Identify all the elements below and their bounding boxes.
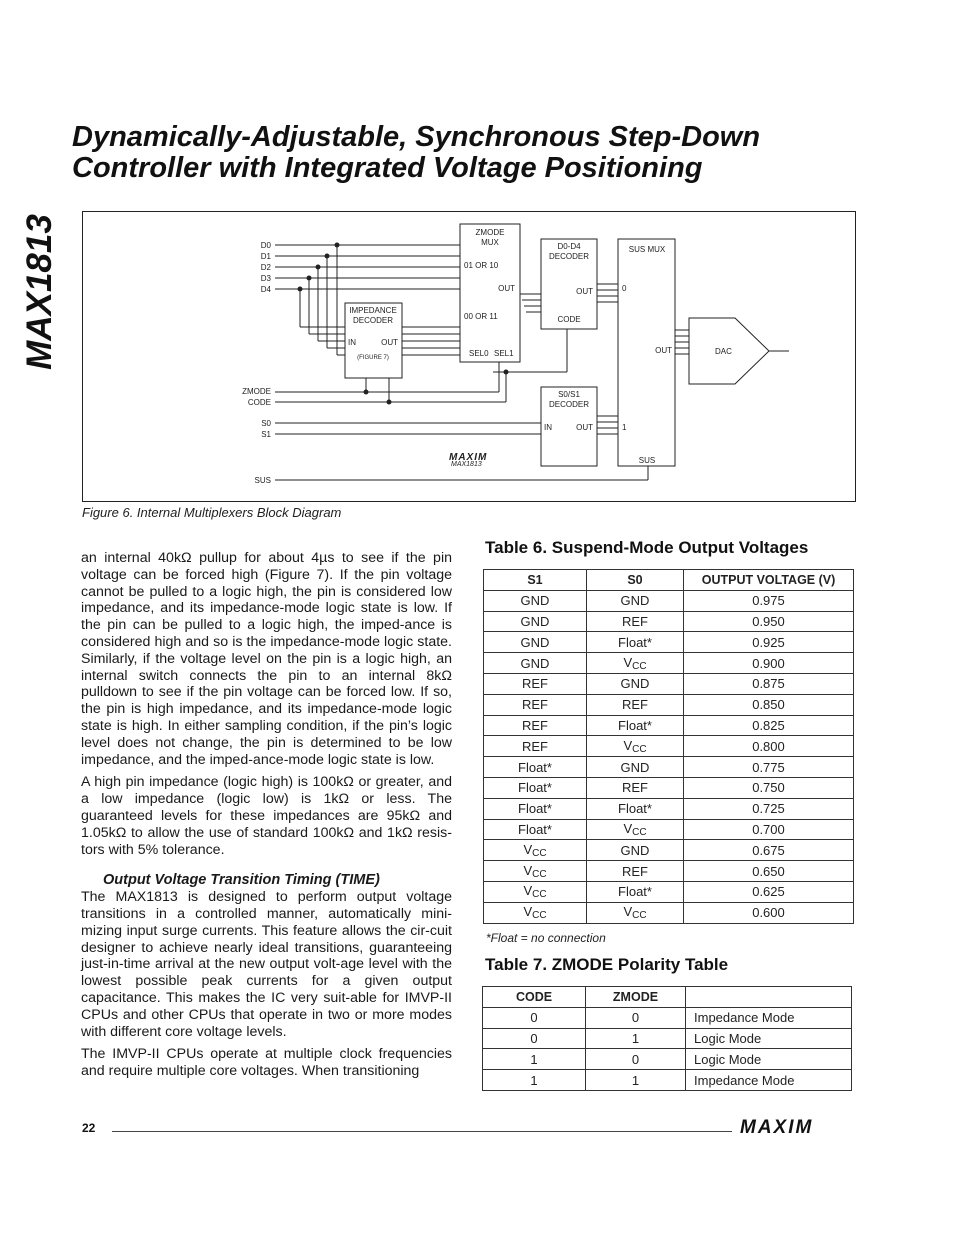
table7-header: CODE: [483, 987, 586, 1008]
paragraph-1: an internal 40kΩ pullup for about 4µs to see if the pin voltage can be forced high (Figure 7). If the pin voltage cannot be pulled to a logic high, the pin is considered low impedance, and its impedance-mode logic state is low. If the pin can be pulled to a logic high, the imped-ance is considered high and so is the impedance-mode logic state. Similarly, if the voltage level on the pin is a logic high, an internal switch connects the pin to an internal 8kΩ pulldown to see if the pin voltage can be forced low. If so, the pin is high impedance, and its impedance-mode logic state is high. In either sampling condition, if the pin’s logic level does not change, the pin is determined to be low impedance, and the imped-ance-mode logic state is low.: [81, 550, 452, 768]
table-cell: 0.800: [684, 736, 854, 757]
table-cell: 0: [483, 1007, 586, 1028]
table7-header-row: [483, 987, 852, 1008]
table-cell: 0: [586, 1049, 686, 1070]
s-decoder-out: OUT: [576, 423, 593, 432]
table-cell: Logic Mode: [686, 1049, 852, 1070]
table-cell: GND: [484, 611, 587, 632]
s-decoder-title-2: DECODER: [548, 400, 590, 409]
sus-mux-zero: 0: [622, 284, 627, 293]
paragraph-3: The MAX1813 is designed to perform output voltage transitions in a controlled manner, automatically mini-mizing input surge currents. This feature allows the cir-cuit designer to achieve nearly ideal transitions, guaranteeing just-in-time arrival at the new output volt-age level with the lowest possible peak currents for a given output capacitance. This makes the IC very suit-able for IMVP-II CPUs and other CPUs that operate in two or more modes with different core voltage levels.: [81, 889, 452, 1040]
table-cell: Impedance Mode: [686, 1007, 852, 1028]
table-cell: 0.675: [684, 840, 854, 861]
block-diagram: [82, 211, 856, 502]
figure-part-label: MAX1813: [451, 461, 482, 468]
table-cell: 0.650: [684, 861, 854, 882]
title-line-1: Dynamically-Adjustable, Synchronous Step-Down: [72, 121, 761, 153]
zmode-mux-b: 00 OR 11: [464, 312, 498, 321]
label-d3: D3: [260, 274, 271, 283]
table-cell: GND: [587, 757, 684, 778]
page-number: 22: [82, 1121, 96, 1135]
table-cell: Float*: [587, 798, 684, 819]
table-cell: $V_{CC}$: [484, 881, 587, 902]
table6: [483, 569, 854, 924]
s-decoder-title-1: S0/S1: [558, 390, 580, 399]
page-title: [72, 122, 932, 184]
d-decoder-title-2: DECODER: [548, 252, 590, 261]
table-row: [484, 798, 854, 819]
sus-mux-one: 1: [622, 423, 627, 432]
s-decoder-in: IN: [544, 423, 552, 432]
figure-caption: Figure 6. Internal Multiplexers Block Diagram: [82, 505, 342, 520]
label-s0: S0: [261, 419, 271, 428]
table-cell: 0: [483, 1028, 586, 1049]
table-row: [484, 777, 854, 798]
table-cell: Float*: [484, 798, 587, 819]
table-cell: $V_{CC}$: [587, 819, 684, 840]
footer-rule: [112, 1131, 732, 1132]
label-code: CODE: [247, 398, 271, 407]
table-cell: 1: [586, 1070, 686, 1091]
zmode-mux-sel1: SEL1: [494, 349, 514, 358]
table-cell: $V_{CC}$: [587, 902, 684, 923]
table7-title: Table 7. ZMODE Polarity Table: [485, 955, 729, 974]
table-cell: GND: [484, 632, 587, 653]
imp-decoder-out: OUT: [381, 338, 398, 347]
imp-decoder-ref: (FIGURE 7): [357, 355, 389, 361]
table-cell: Impedance Mode: [686, 1070, 852, 1091]
table6-header: S1: [484, 570, 587, 591]
table-row: [484, 694, 854, 715]
table-cell: 0: [586, 1007, 686, 1028]
zmode-mux-title-2: MUX: [481, 238, 499, 247]
table6-title: Table 6. Suspend-Mode Output Voltages: [485, 538, 809, 557]
table-cell: GND: [484, 653, 587, 674]
table-cell: 0.600: [684, 902, 854, 923]
table-cell: REF: [484, 694, 587, 715]
table-cell: GND: [587, 590, 684, 611]
body-column: [81, 550, 452, 1086]
table-row: [483, 1007, 852, 1028]
zmode-mux-sel0: SEL0: [469, 349, 489, 358]
table7-header: ZMODE: [586, 987, 686, 1008]
table-cell: Logic Mode: [686, 1028, 852, 1049]
d-decoder-title-1: D0-D4: [557, 242, 581, 251]
side-tab: [16, 212, 64, 372]
sus-mux-title: SUS MUX: [628, 245, 666, 254]
table-cell: Float*: [484, 757, 587, 778]
d-decoder-code: CODE: [557, 315, 581, 324]
table-cell: Float*: [587, 881, 684, 902]
table-cell: 0.850: [684, 694, 854, 715]
table-row: [484, 757, 854, 778]
table-cell: REF: [587, 694, 684, 715]
table-cell: Float*: [484, 819, 587, 840]
table-row: [484, 590, 854, 611]
table-cell: 0.775: [684, 757, 854, 778]
imp-decoder-in: IN: [348, 338, 356, 347]
table-cell: Float*: [587, 632, 684, 653]
table-cell: REF: [484, 736, 587, 757]
table-cell: $V_{CC}$: [587, 653, 684, 674]
table-row: [484, 819, 854, 840]
table-row: [484, 632, 854, 653]
table-cell: 0.625: [684, 881, 854, 902]
side-tab-label: MAX1813: [20, 214, 59, 370]
table-cell: REF: [587, 611, 684, 632]
table-cell: $V_{CC}$: [484, 840, 587, 861]
d-decoder-out: OUT: [576, 287, 593, 296]
table-cell: $V_{CC}$: [484, 861, 587, 882]
table-cell: 0.700: [684, 819, 854, 840]
dac-label: DAC: [715, 347, 732, 356]
title-line-2: Controller with Integrated Voltage Positioning: [72, 152, 703, 184]
table-row: [483, 1070, 852, 1091]
table-row: [484, 840, 854, 861]
table-row: [484, 902, 854, 923]
sus-mux-sus: SUS: [638, 456, 656, 465]
table-cell: 0.825: [684, 715, 854, 736]
table-row: [484, 715, 854, 736]
footer-logo: [740, 1117, 854, 1137]
table-cell: GND: [484, 590, 587, 611]
footer-logo-text: MAXIM: [740, 1117, 814, 1137]
table-cell: Float*: [587, 715, 684, 736]
label-d2: D2: [260, 263, 271, 272]
table-cell: 0.750: [684, 777, 854, 798]
table-row: [483, 1028, 852, 1049]
table-cell: 0.900: [684, 653, 854, 674]
table6-note: *Float = no connection: [486, 931, 606, 945]
table-cell: $V_{CC}$: [484, 902, 587, 923]
label-sus: SUS: [254, 476, 271, 485]
table-row: [484, 673, 854, 694]
table7-header: [686, 987, 852, 1008]
paragraph-2: A high pin impedance (logic high) is 100kΩ or greater, and a low impedance (logic low) is 1kΩ or less. The guaranteed levels for these impedances are 95kΩ and 1.05kΩ to allow the use of standard 100kΩ and 1kΩ resis-tors with 5% tolerance.: [81, 774, 452, 858]
label-s1: S1: [261, 430, 271, 439]
imp-decoder-title-1: IMPEDANCE: [349, 306, 397, 315]
table-cell: REF: [587, 777, 684, 798]
imp-decoder-title-2: DECODER: [352, 316, 394, 325]
section-heading-time: Output Voltage Transition Timing (TIME): [103, 872, 380, 889]
table-cell: 0.725: [684, 798, 854, 819]
table-row: [484, 736, 854, 757]
table-cell: REF: [587, 861, 684, 882]
table6-header: OUTPUT VOLTAGE (V): [684, 570, 854, 591]
table-cell: 1: [483, 1049, 586, 1070]
table-cell: REF: [484, 673, 587, 694]
sus-mux-out: OUT: [655, 346, 672, 355]
table-cell: 0.875: [684, 673, 854, 694]
zmode-mux-out: OUT: [498, 284, 515, 293]
table-cell: 1: [483, 1070, 586, 1091]
table-cell: GND: [587, 840, 684, 861]
label-d4: D4: [260, 285, 271, 294]
table-cell: GND: [587, 673, 684, 694]
table-cell: 1: [586, 1028, 686, 1049]
label-zmode: ZMODE: [242, 387, 271, 396]
figure-logo: MAXIM: [449, 452, 488, 463]
label-d0: D0: [260, 241, 271, 250]
table-cell: Float*: [484, 777, 587, 798]
table-row: [484, 653, 854, 674]
zmode-mux-a: 01 OR 10: [464, 261, 499, 270]
table-row: [484, 861, 854, 882]
table6-header-row: [484, 570, 854, 591]
zmode-mux-title-1: ZMODE: [475, 228, 505, 237]
table-cell: 0.950: [684, 611, 854, 632]
table-row: [484, 881, 854, 902]
table-row: [483, 1049, 852, 1070]
table-cell: REF: [484, 715, 587, 736]
paragraph-4: The IMVP-II CPUs operate at multiple clock frequencies and require multiple core voltages. When transitioning: [81, 1046, 452, 1080]
table-cell: 0.975: [684, 590, 854, 611]
table-cell: 0.925: [684, 632, 854, 653]
table6-header: S0: [587, 570, 684, 591]
table7: [482, 986, 852, 1091]
label-d1: D1: [260, 252, 271, 261]
table-row: [484, 611, 854, 632]
table-cell: $V_{CC}$: [587, 736, 684, 757]
